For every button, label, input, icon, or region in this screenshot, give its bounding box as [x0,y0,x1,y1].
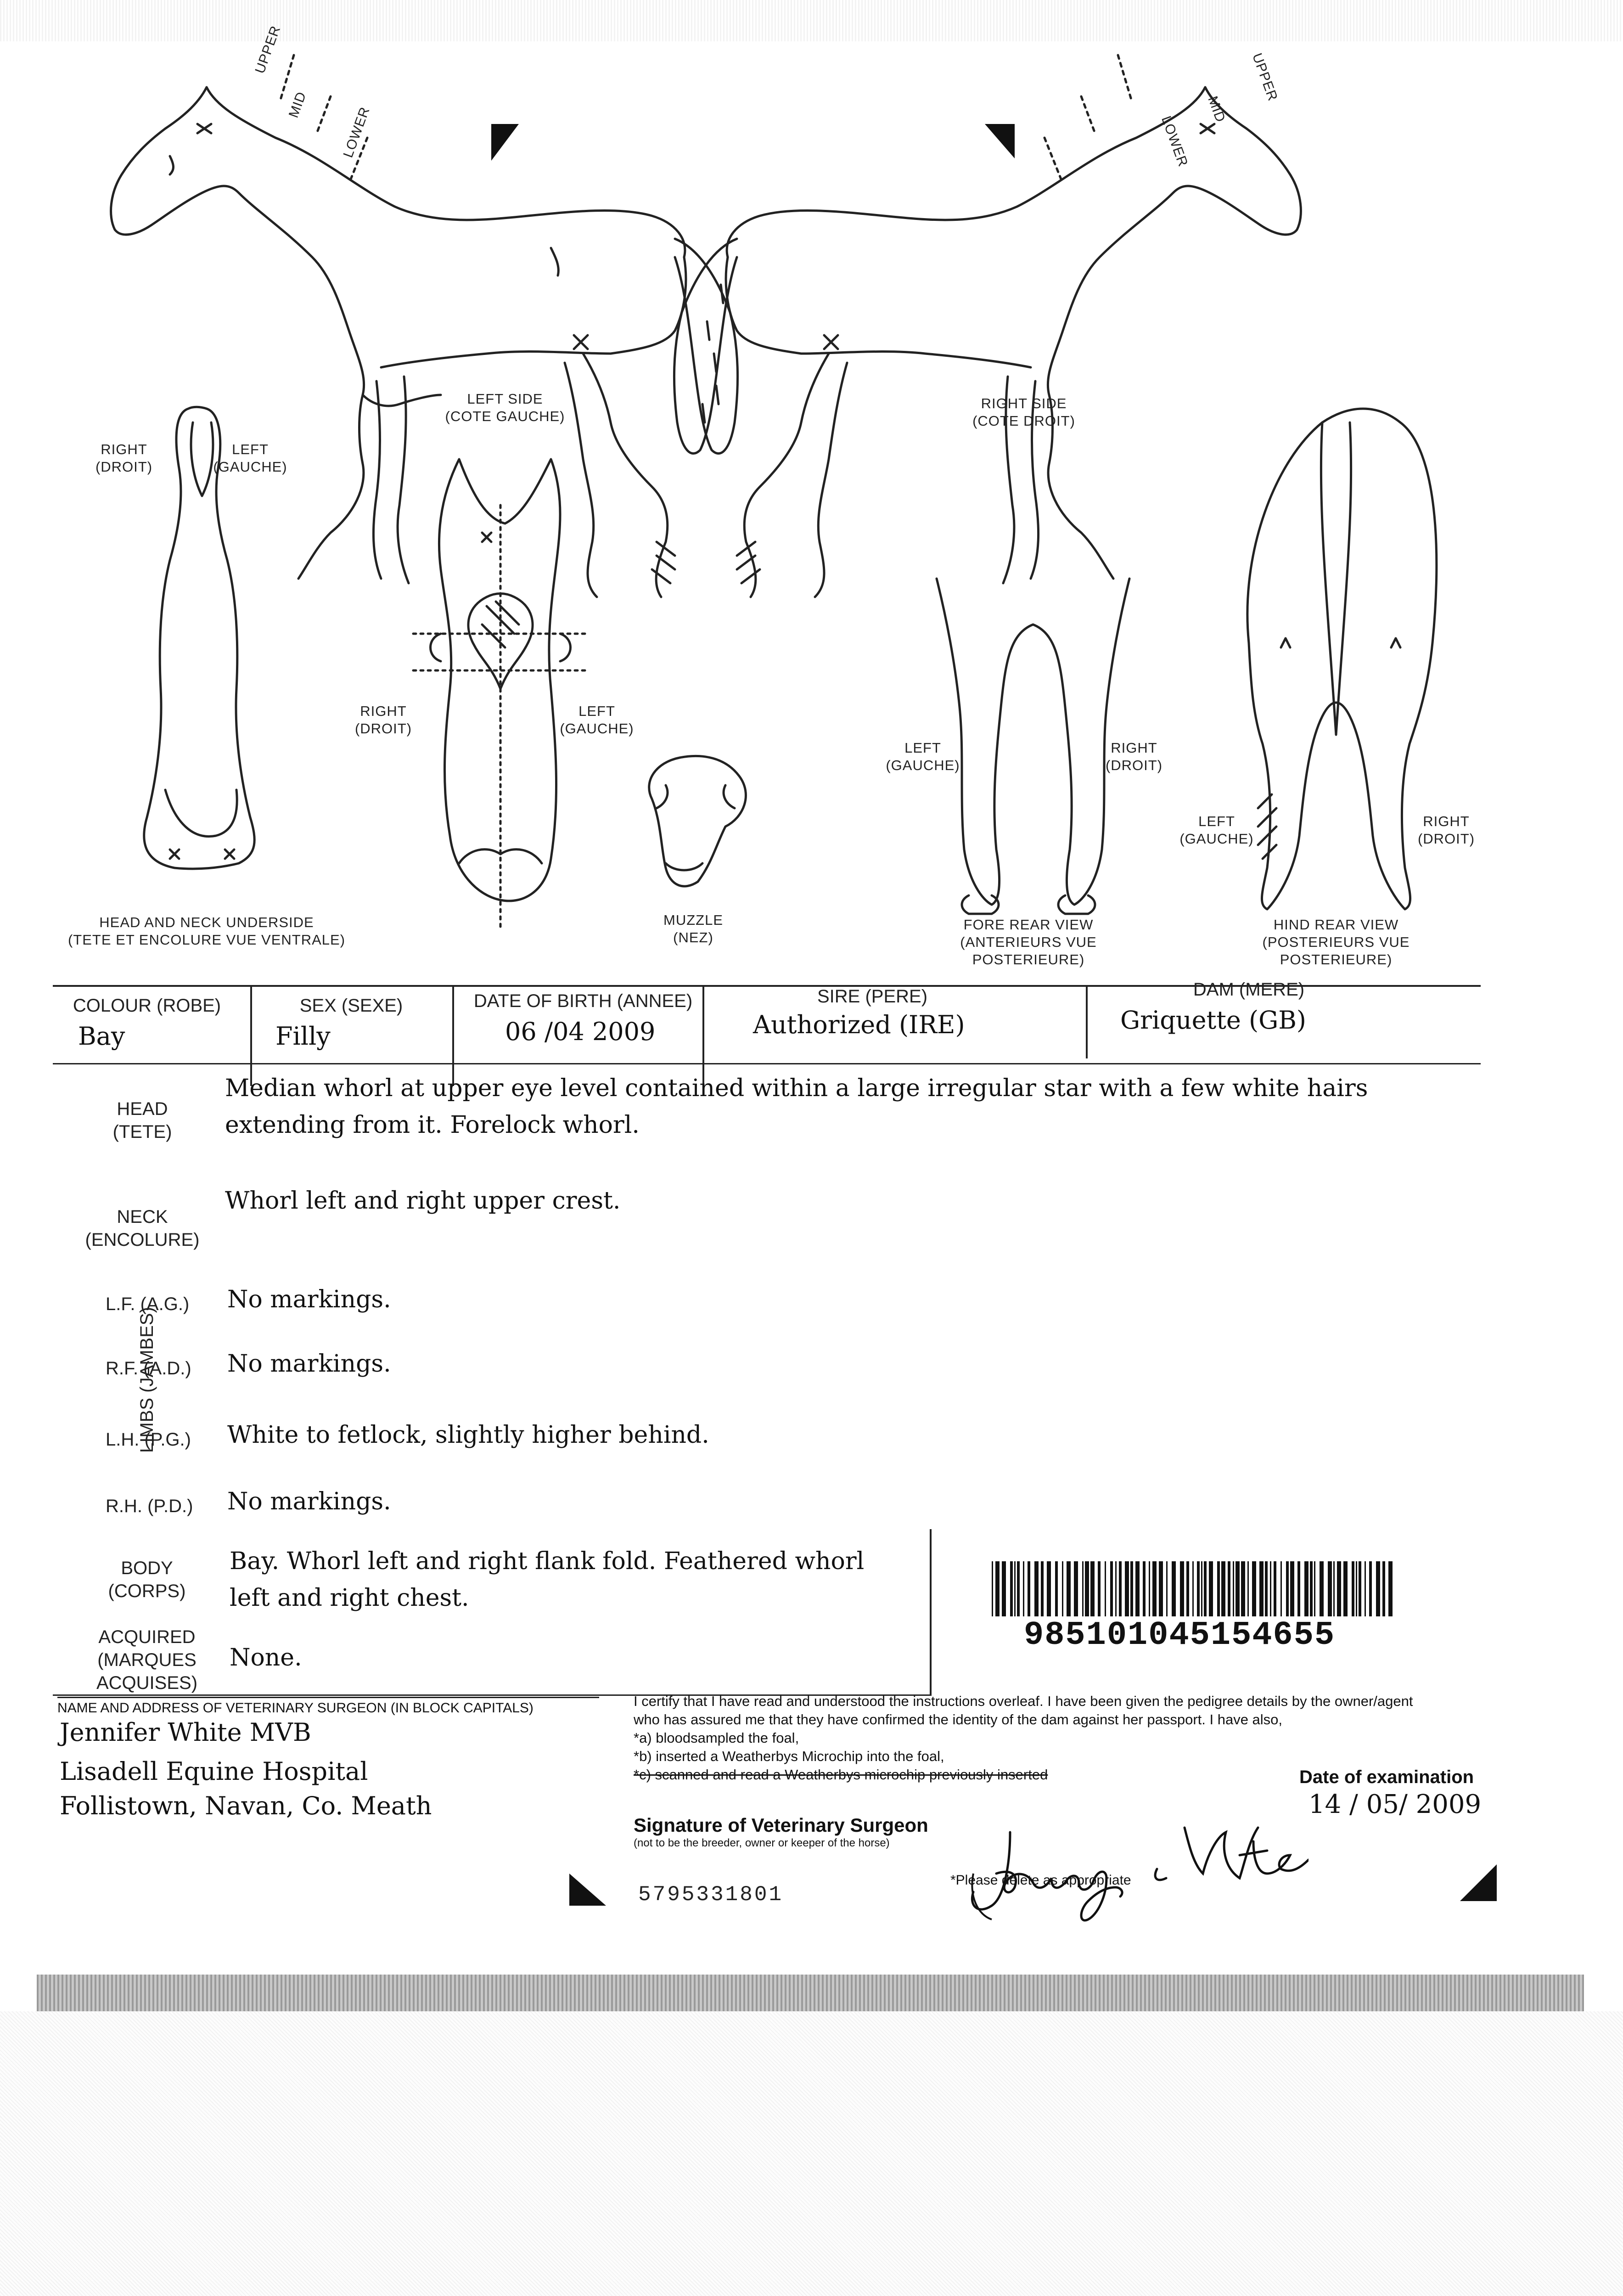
barcode-bar [1010,1561,1013,1616]
left-side-horse-outline [111,55,738,597]
dam-value: Griquette (GB) [1120,1006,1306,1035]
barcode-bar [1143,1561,1146,1616]
barcode-bar [1359,1561,1361,1616]
barcode-bar [1270,1561,1271,1616]
barcode-bar [1217,1561,1220,1616]
body-description: Bay. Whorl left and right flank fold. Feathered whorl left and right chest. [230,1548,865,1612]
muzzle-outline [649,756,746,886]
barcode-bar [1333,1561,1335,1616]
label-lower-left: LOWER [340,105,373,160]
barcode-bar [1105,1561,1106,1616]
exam-date-value: 14 / 05/ 2009 [1309,1790,1482,1819]
microchip-barcode [987,1561,1400,1626]
barcode-bar [1201,1561,1202,1616]
barcode-bar [1090,1561,1095,1616]
barcode-bar [1241,1561,1245,1616]
vet-signature [941,1805,1309,1924]
rh-description: No markings. [227,1488,391,1515]
label-fore-rear-view: FORE REAR VIEW (ANTERIEURS VUE POSTERIEURE) [960,917,1097,968]
barcode-bar [1337,1561,1341,1616]
barcode-bar [1369,1561,1372,1616]
registration-mark-top-left [491,124,519,161]
barcode-bar [1028,1561,1030,1616]
vet-address-line2: Follistown, Navan, Co. Meath [60,1791,432,1820]
horse-diagrams [0,0,1623,983]
barcode-bar [1149,1561,1150,1616]
label-head-neck-underside: HEAD AND NECK UNDERSIDE (TETE ET ENCOLURE VUE VENTRALE) [67,914,346,948]
sex-value: Filly [275,1022,331,1051]
barcode-bar [1356,1561,1357,1616]
barcode-bar [1062,1561,1063,1616]
identity-bottom-rule [53,1063,1481,1064]
lh-description: White to fetlock, slightly higher behind. [227,1421,709,1449]
delete-note: *Please delete as appropriate [950,1873,1131,1888]
barcode-bar [1034,1561,1039,1616]
barcode-bar [1304,1561,1309,1616]
barcode-bar [1186,1561,1189,1616]
label-right-side: RIGHT SIDE (COTE DROIT) [972,395,1075,429]
barcode-bar [1320,1561,1324,1616]
label-underside-right: RIGHT (DROIT) [95,441,153,475]
label-muzzle: MUZZLE (NEZ) [663,912,723,945]
colour-label: COLOUR (ROBE) [73,996,221,1016]
barcode-bar [1014,1561,1016,1616]
acquired-label: ACQUIRED (MARQUES ACQUISES) [96,1627,198,1693]
body-label: BODY (CORPS) [108,1558,186,1601]
label-mid-right: MID [1205,94,1229,124]
lf-description: No markings. [227,1286,391,1313]
label-fore-right: RIGHT (DROIT) [1105,740,1163,773]
barcode-bar [1280,1561,1282,1616]
barcode-bar [1233,1561,1234,1616]
vet-name-address-label: NAME AND ADDRESS OF VETERINARY SURGEON (IN BLOCK CAPITALS) [57,1700,534,1716]
barcode-bar [1352,1561,1354,1616]
identity-divider-4 [1086,985,1088,1058]
barcode-bar [1192,1561,1194,1616]
barcode-bar [1221,1561,1225,1616]
dam-label: DAM (MERE) [1193,979,1305,1000]
registration-mark-bottom-right [1460,1864,1501,1906]
label-hind-right: RIGHT (DROIT) [1417,813,1475,847]
fore-rear-view-outline [937,579,1129,914]
vet-name: Jennifer White MVB [60,1718,311,1747]
head-label: HEAD (TETE) [112,1099,172,1142]
head-description: Median whorl at upper eye level contained within a large irregular star with a few white hairs extending from it. Forelock whorl. [225,1075,1368,1139]
vet-address-line1: Lisadell Equine Hospital [60,1757,368,1786]
barcode-bar [992,1561,993,1616]
body-box-right [930,1529,932,1694]
barcode-bar [1228,1561,1230,1616]
barcode-bar [1152,1561,1157,1616]
barcode-bar [1252,1561,1256,1616]
barcode-bar [1236,1561,1240,1616]
registration-mark-top-right [985,124,1015,158]
barcode-bar [1085,1561,1089,1616]
barcode-bar [1002,1561,1006,1616]
barcode-bar [1115,1561,1117,1616]
barcode-bar [1382,1561,1385,1616]
barcode-bar [1074,1561,1078,1616]
lf-label: L.F. (A.G.) [106,1294,190,1314]
label-fore-left: LEFT (GAUCHE) [886,740,960,773]
barcode-bar [1166,1561,1168,1616]
rh-label: R.H. (P.D.) [106,1496,193,1516]
limbs-label: LIMBS (JAMBES) [137,1307,157,1453]
certification-text: I certify that I have read and understood the instructions overleaf. I have been given the pedigree details by the owner/agent who has assured me that they have confirmed the identity of the dam against her passport. I have also, *a) bloodsampled the foal, *b) inserted a Weatherbys Microchip into the foal, *c) scanned and read a Weatherbys microchip previously inserted [634,1693,1413,1783]
label-mid-left: MID [286,90,309,120]
hind-rear-view-outline [1247,409,1437,909]
dob-value: 06 /04 2009 [505,1017,656,1046]
registration-mark-bottom-left [569,1874,611,1910]
barcode-bar [1314,1561,1315,1616]
barcode-bar [1047,1561,1051,1616]
barcode-bar [1041,1561,1044,1616]
barcode-bar [1130,1561,1133,1616]
rf-description: No markings. [227,1350,391,1378]
barcode-bar [1343,1561,1348,1616]
head-neck-underside-outline [144,407,254,869]
signature-label: Signature of Veterinary Surgeon [634,1814,928,1836]
label-upper-right: UPPER [1249,51,1280,103]
barcode-bar [1297,1561,1300,1616]
label-head-left: LEFT (GAUCHE) [560,703,634,737]
barcode-bar [1119,1561,1122,1616]
barcode-bar [995,1561,1000,1616]
barcode-bar [1376,1561,1380,1616]
barcode-bar [1247,1561,1249,1616]
neck-description: Whorl left and right upper crest. [225,1187,621,1215]
barcode-bar [1286,1561,1289,1616]
sire-value: Authorized (IRE) [753,1010,965,1039]
front-head-outline [413,459,588,928]
barcode-bar [1204,1561,1207,1616]
barcode-bar [1328,1561,1332,1616]
barcode-bar [1135,1561,1140,1616]
barcode-bar [1290,1561,1294,1616]
rf-label: R.F. (A.D.) [106,1358,191,1379]
barcode-bar [1110,1561,1113,1616]
scan-band-bottom [37,1975,1584,2011]
barcode-bar [1265,1561,1268,1616]
form-number: 5795331801 [638,1883,784,1907]
label-hind-left: LEFT (GAUCHE) [1179,813,1254,847]
neck-label: NECK (ENCOLURE) [85,1207,200,1250]
colour-value: Bay [78,1022,125,1051]
barcode-bar [1017,1561,1020,1616]
exam-date-label: Date of examination [1299,1767,1474,1787]
barcode-bar [1197,1561,1200,1616]
barcode-bar [1067,1561,1071,1616]
dob-label: DATE OF BIRTH (ANNEE) [473,991,693,1011]
barcode-bar [1310,1561,1313,1616]
label-upper-left: UPPER [252,23,284,76]
acquired-description: None. [230,1644,302,1671]
sire-label: SIRE (PERE) [817,986,928,1007]
label-left-side: LEFT SIDE (COTE GAUCHE) [445,391,565,424]
lh-label: L.H. (P.G.) [106,1429,191,1450]
barcode-bar [1172,1561,1176,1616]
label-underside-left: LEFT (GAUCHE) [213,441,287,475]
barcode-bar [1274,1561,1276,1616]
barcode-bar [1082,1561,1084,1616]
barcode-bar [1055,1561,1058,1616]
label-hind-rear-view: HIND REAR VIEW (POSTERIEURS VUE POSTERIEURE) [1262,917,1410,968]
barcode-bar [1180,1561,1184,1616]
barcode-bar [1098,1561,1101,1616]
vet-label-rule [57,1697,599,1698]
microchip-number: 985101045154655 [1024,1616,1336,1654]
right-side-horse-outline [674,55,1301,597]
signature-sublabel: (not to be the breeder, owner or keeper of the horse) [634,1837,890,1849]
barcode-bar [1209,1561,1213,1616]
barcode-bar [1125,1561,1129,1616]
label-head-right: RIGHT (DROIT) [354,703,412,737]
scan-grain-bottom [0,2011,1623,2296]
barcode-bar [1388,1561,1393,1616]
barcode-bar [1365,1561,1366,1616]
label-lower-right: LOWER [1158,114,1191,169]
sex-label: SEX (SEXE) [299,996,403,1016]
barcode-bar [1159,1561,1163,1616]
barcode-bar [1023,1561,1024,1616]
barcode-bar [1259,1561,1264,1616]
